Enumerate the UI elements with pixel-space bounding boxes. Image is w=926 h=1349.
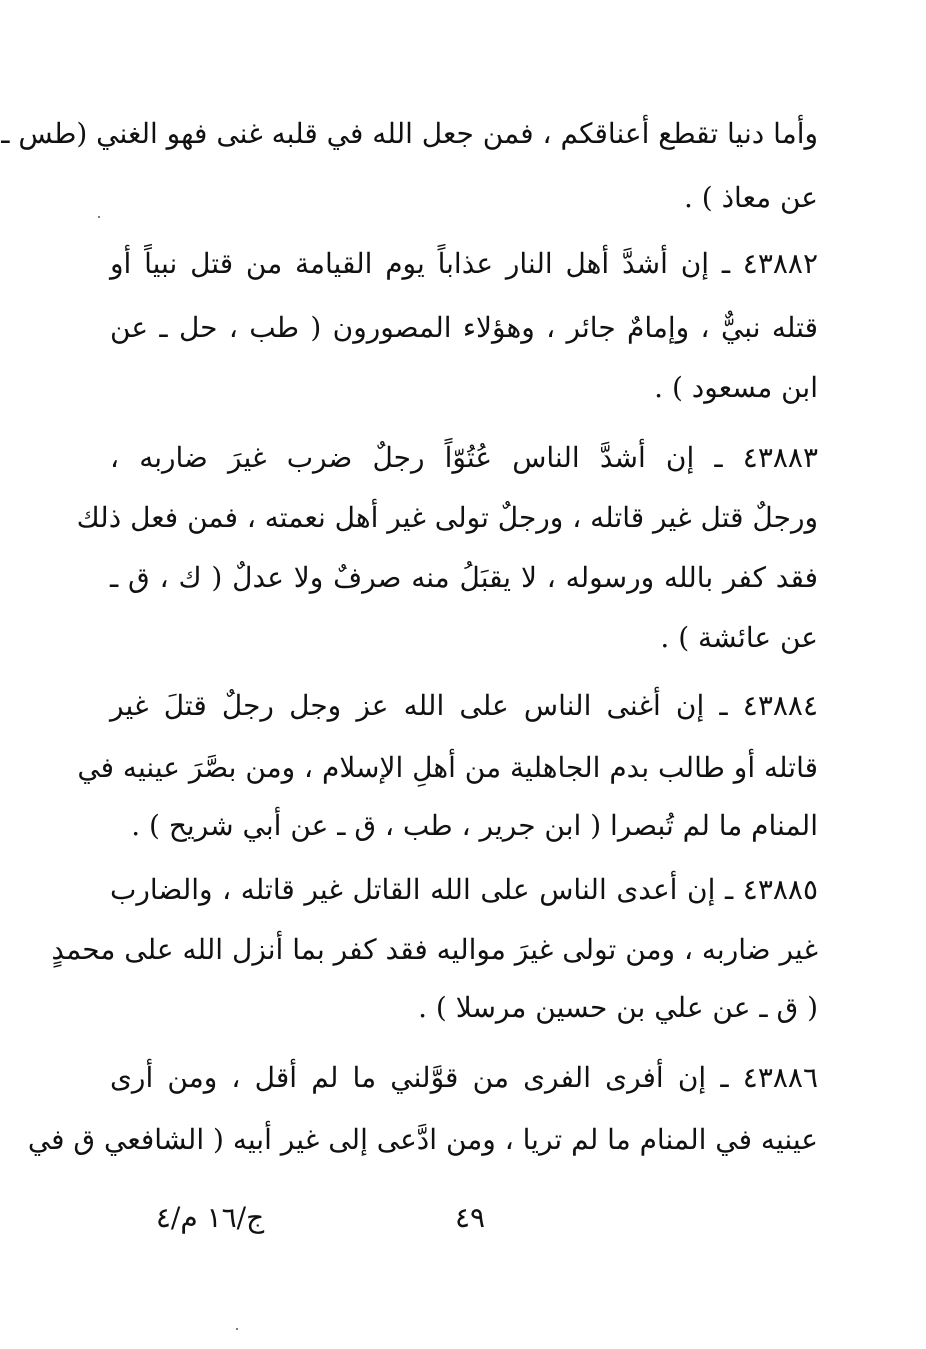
text-line: قتله نبيٌّ ، وإمامٌ جائر ، وهؤلاء المصورون ( طب ، حل ـ عن [110,311,818,344]
text-line: وأما دنيا تقطع أعناقكم ، فمن جعل الله في قلبه غنى فهو الغني (طس ـ [1,117,818,150]
printer-signature: ج/١٦ م/٤ [155,1201,265,1234]
text-line: ٤٣٨٨٣ ـ إن أشدَّ الناس عُتُوّاً رجلٌ ضرب غيرَ ضاربه ، [110,441,818,474]
text-line: عينيه في المنام ما لم تريا ، ومن ادَّعى إلى غير أبيه ( الشافعي ق في [27,1123,818,1156]
text-line: ٤٣٨٨٢ ـ إن أشدَّ أهل النار عذاباً يوم القيامة من قتل نبياً أو [110,247,818,280]
text-line: ( ق ـ عن علي بن حسين مرسلا ) . [418,991,818,1024]
paper-speck [98,216,100,218]
text-line: عن معاذ ) . [683,181,818,214]
text-line: ٤٣٨٨٦ ـ إن أفرى الفرى من قوَّلني ما لم أقل ، ومن أرى [110,1061,818,1094]
paper-speck [236,1328,238,1330]
text-line: المنام ما لم تُبصرا ( ابن جرير ، طب ، ق ـ عن أبي شريح ) . [131,809,818,842]
text-line: ٤٣٨٨٥ ـ إن أعدى الناس على الله القاتل غير قاتله ، والضارب [110,873,818,906]
text-line: فقد كفر بالله ورسوله ، لا يقبَلُ منه صرفٌ ولا عدلٌ ( ك ، ق ـ [110,561,818,594]
text-line: عن عائشة ) . [660,621,818,654]
text-line: قاتله أو طالب بدم الجاهلية من أهلِ الإسلام ، ومن بصَّرَ عينيه في [77,751,818,784]
text-line: ورجلٌ قتل غير قاتله ، ورجلٌ تولى غير أهل نعمته ، فمن فعل ذلك [76,501,818,534]
text-line: ٤٣٨٨٤ ـ إن أغنى الناس على الله عز وجل رجلٌ قتلَ غير [110,689,818,722]
text-line: ابن مسعود ) . [654,371,818,404]
text-line: غير ضاربه ، ومن تولى غيرَ مواليه فقد كفر بما أنزل الله على محمدٍ [51,933,818,966]
page-number: ٤٩ [454,1201,486,1234]
